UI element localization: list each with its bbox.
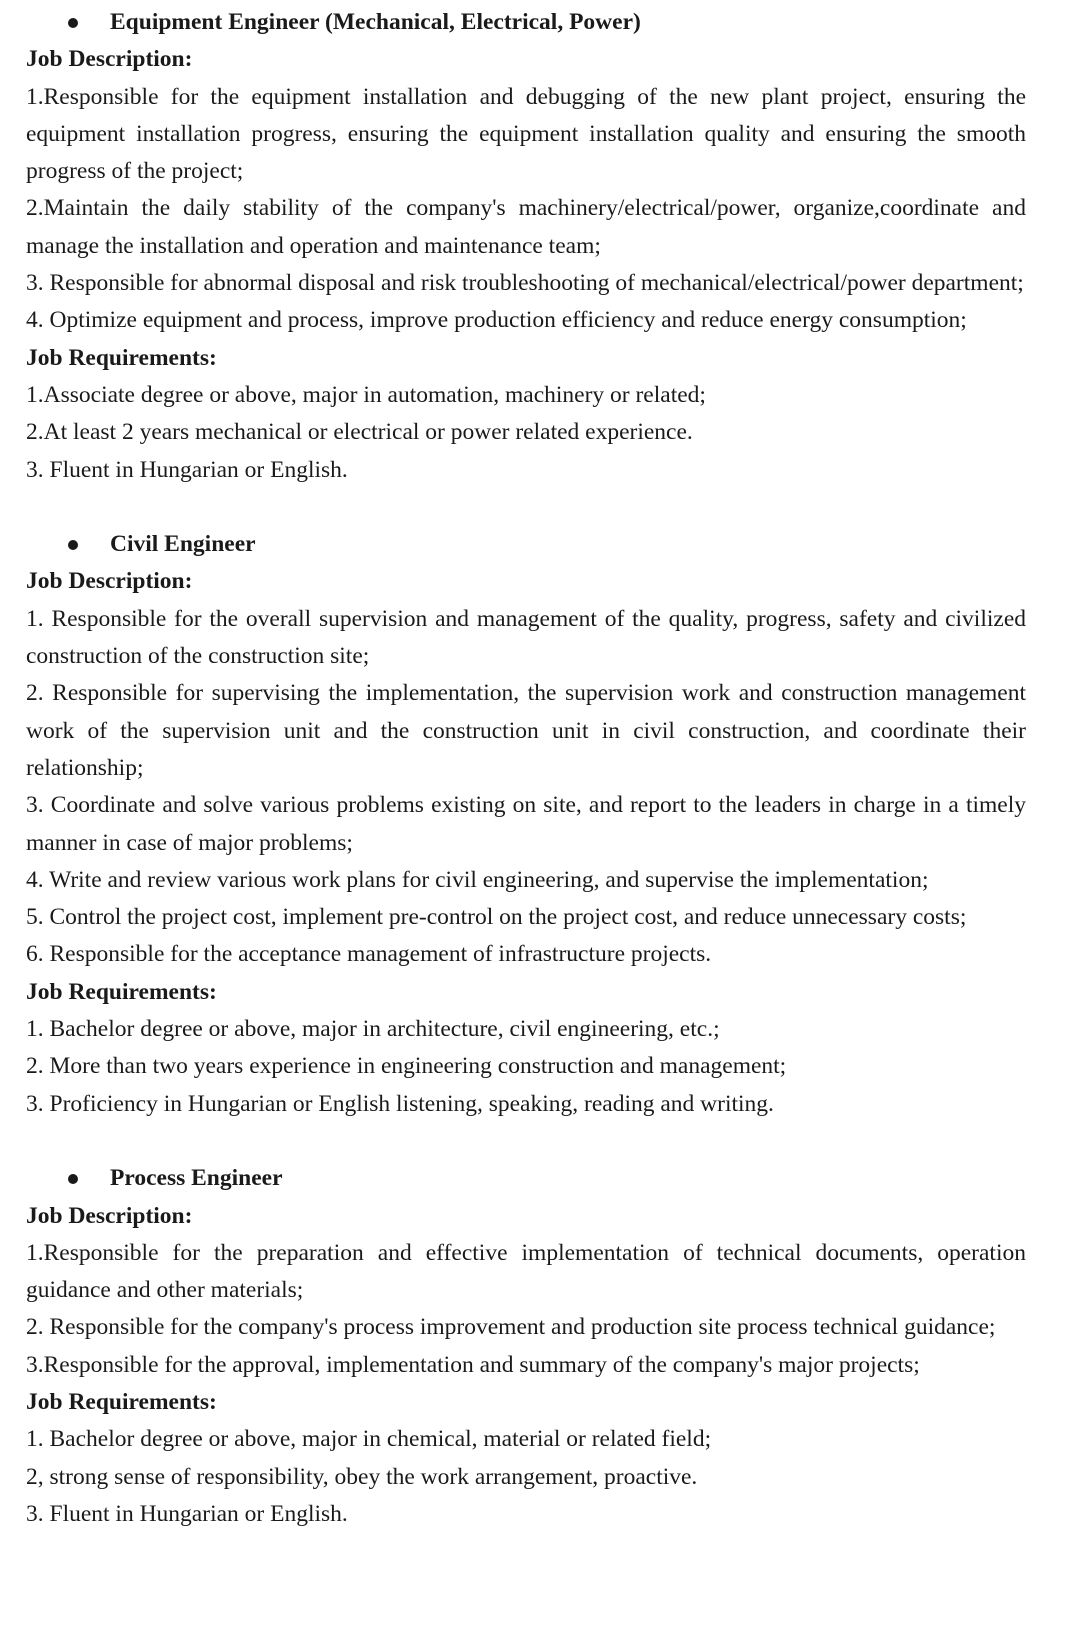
description-item: 3. Responsible for abnormal disposal and risk troubleshooting of mechanical/electrical/power department; [26,270,1024,297]
job-title-text: Equipment Engineer (Mechanical, Electrical, Power) [110,9,641,35]
bullet-icon [68,540,78,550]
description-item: 2.Maintain the daily stability of the company's machinery/electrical/power, organize,coordinate and manage the installation and operation and maintenance team; [26,195,1026,259]
job-section-civil-engineer [26,526,1026,1123]
job-section-equipment-engineer [26,4,1026,489]
description-item: 1.Responsible for the preparation and effective implementation of technical documents, operation guidance and other materials; [26,1239,1026,1304]
requirement-item: 3. Fluent in Hungarian or English. [26,456,348,483]
requirement-item: 3. Proficiency in Hungarian or English listening, speaking, reading and writing. [26,1090,774,1117]
requirements-heading: Job Requirements: [26,344,217,371]
description-item: 1.Responsible for the equipment installation and debugging of the new plant project, ensuring the equipment installation progress, ensuring the equipment installation quality and ensuring the smooth progress of the project; [26,83,1026,185]
job-title-text: Civil Engineer [110,531,256,558]
description-heading: Job Description: [26,1202,193,1229]
requirement-item: 1.Associate degree or above, major in automation, machinery or related; [26,381,706,408]
job-title-text: Process Engineer [110,1165,283,1192]
requirement-item: 2. More than two years experience in engineering construction and management; [26,1053,787,1080]
job-section-process-engineer [26,1160,1026,1533]
requirement-item: 1. Bachelor degree or above, major in chemical, material or related field; [26,1426,712,1453]
requirement-item: 1. Bachelor degree or above, major in architecture, civil engineering, etc.; [26,1016,720,1043]
description-item: 2. Responsible for supervising the implementation, the supervision work and construction management work of the supervision unit and the construction unit in civil construction, and coordinate their relationship; [26,680,1026,781]
requirements-heading: Job Requirements: [26,1388,217,1415]
job-title [26,4,1026,41]
description-item: 4. Optimize equipment and process, improve production efficiency and reduce energy consumption; [26,307,967,334]
job-title [26,526,1026,563]
requirements-heading: Job Requirements: [26,978,217,1005]
bullet-icon [68,1174,78,1184]
description-item: 1. Responsible for the overall supervision and management of the quality, progress, safety and civilized construction of the construction site; [26,605,1026,670]
job-postings-document [26,4,1026,1533]
description-item: 3. Coordinate and solve various problems existing on site, and report to the leaders in charge in a timely manner in case of major problems; [26,792,1026,856]
description-item: 6. Responsible for the acceptance management of infrastructure projects. [26,941,712,968]
description-item: 4. Write and review various work plans for civil engineering, and supervise the implementation; [26,866,929,893]
description-item: 3.Responsible for the approval, implementation and summary of the company's major projects; [26,1351,920,1378]
bullet-icon [68,18,78,28]
description-item: 5. Control the project cost, implement pre-control on the project cost, and reduce unnecessary costs; [26,904,967,931]
description-heading: Job Description: [26,568,193,595]
description-item: 2. Responsible for the company's process improvement and production site process technical guidance; [26,1314,996,1341]
requirement-item: 2, strong sense of responsibility, obey the work arrangement, proactive. [26,1463,698,1490]
job-title [26,1160,1026,1197]
requirement-item: 2.At least 2 years mechanical or electrical or power related experience. [26,419,693,446]
requirement-item: 3. Fluent in Hungarian or English. [26,1500,348,1527]
description-heading: Job Description: [26,46,193,73]
